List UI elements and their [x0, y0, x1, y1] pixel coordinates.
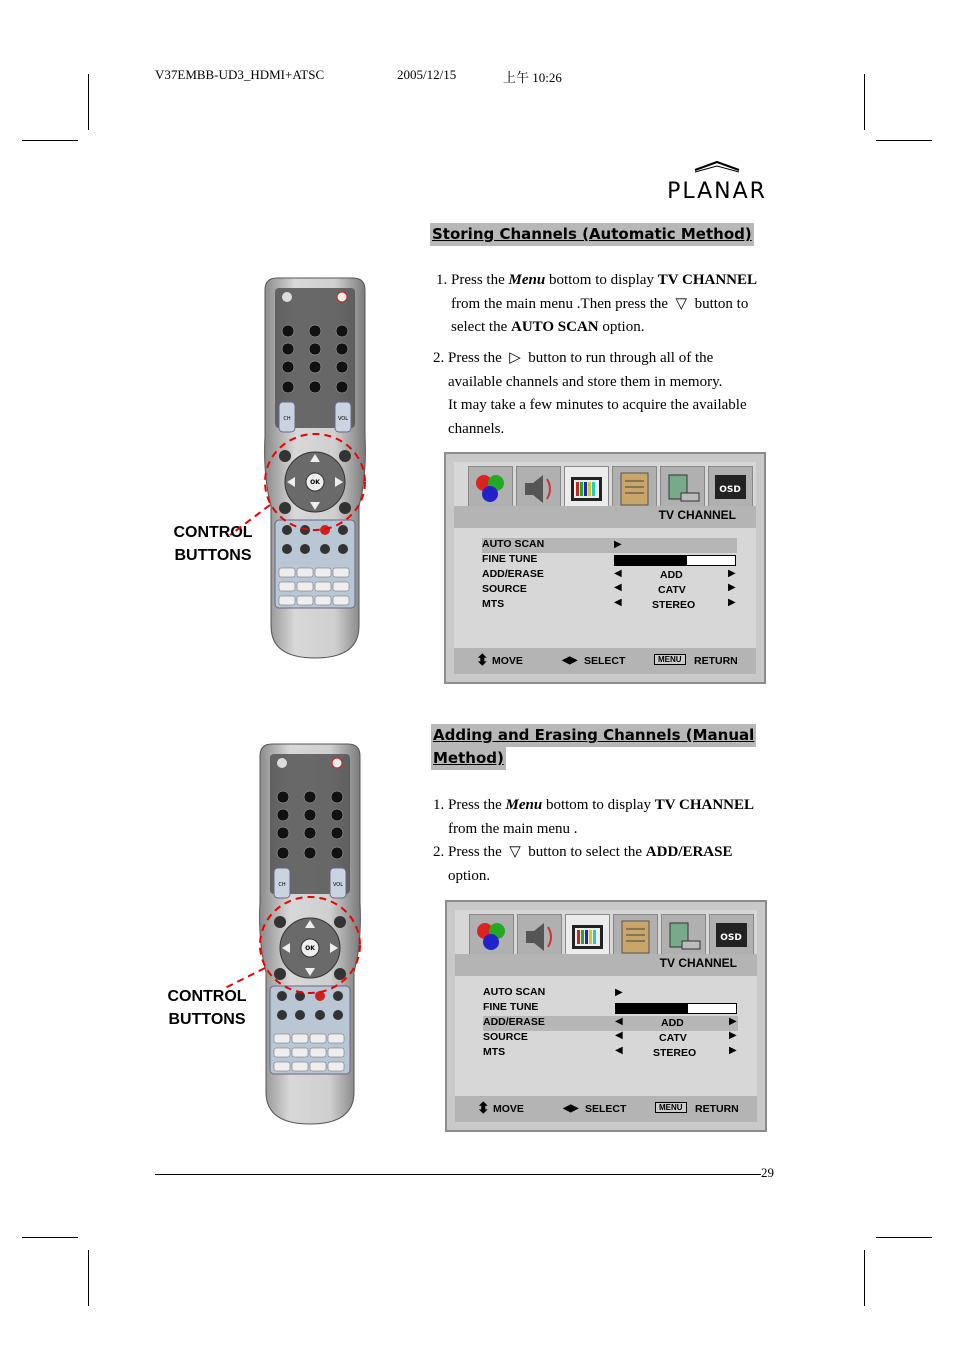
section1-title: Storing Channels (Automatic Method)	[430, 223, 754, 246]
crop-mark	[88, 1250, 89, 1306]
right-arrow-icon: ▶	[728, 597, 736, 608]
right-arrow-icon: ▶	[728, 568, 736, 579]
osd-footer: ⬍ MOVE ◀▶ SELECT MENU RETURN	[454, 648, 756, 674]
osd-item-mts: MTS	[482, 598, 505, 610]
tv-channel-icon	[564, 466, 609, 510]
crop-mark	[876, 1237, 932, 1238]
crop-mark	[864, 74, 865, 130]
left-arrow-icon: ◀	[614, 568, 622, 579]
crop-mark	[864, 1250, 865, 1306]
right-arrow-icon: ▶	[614, 539, 622, 550]
osd-footer: ⬍ MOVE ◀▶ SELECT MENU RETURN	[455, 1096, 757, 1122]
svg-text:OSD: OSD	[719, 485, 741, 495]
osd-menu-auto-scan	[444, 452, 766, 684]
section2-title-line2: Method)	[431, 747, 506, 770]
header-date: 2005/12/15	[397, 67, 457, 82]
source-value: CATV	[658, 584, 686, 596]
add-erase-value: ADD	[660, 569, 683, 581]
right-arrow-icon: ▶	[728, 582, 736, 593]
section2-step1: 1. Press the Menu bottom to display TV CHANNEL from the main menu .	[433, 797, 755, 837]
osd-item-mts: MTS	[483, 1046, 506, 1058]
right-arrow-icon: ▶	[729, 1045, 737, 1056]
page-number: 29	[761, 1165, 774, 1180]
svg-text:VOL: VOL	[337, 416, 349, 422]
osd-item-source: SOURCE	[483, 1031, 528, 1043]
osd-item-auto-scan: AUTO SCAN	[483, 986, 546, 998]
up-down-arrow-icon: ⬍	[476, 652, 489, 669]
mts-value: STEREO	[652, 599, 696, 611]
svg-text:OSD: OSD	[720, 933, 742, 943]
crop-mark	[876, 140, 932, 141]
svg-text:CH: CH	[278, 882, 286, 888]
left-arrow-icon: ◀	[615, 1016, 623, 1027]
header-time: 上午 10:26	[503, 70, 562, 85]
source-value: CATV	[659, 1032, 687, 1044]
left-right-arrow-icon: ◀▶	[562, 655, 578, 666]
control-highlight-circle	[220, 893, 365, 1013]
osd-title-bar	[455, 954, 757, 976]
osd-title-bar	[454, 506, 756, 528]
osd-icon	[708, 466, 753, 510]
right-arrow-icon: ▶	[729, 1030, 737, 1041]
control-buttons-label: CONTROL BUTTONS	[173, 524, 253, 564]
osd-item-source: SOURCE	[482, 583, 527, 595]
add-erase-value: ADD	[661, 1017, 684, 1029]
osd-title: TV CHANNEL	[658, 508, 736, 522]
footer-rule	[155, 1174, 761, 1175]
fine-tune-bar	[614, 555, 736, 566]
crop-mark	[22, 1237, 78, 1238]
crop-mark	[22, 140, 78, 141]
logo-text: PLANAR	[667, 179, 767, 202]
svg-text:OK: OK	[310, 479, 320, 486]
picture-icon	[468, 466, 513, 510]
tv-channel-icon	[565, 914, 610, 958]
section2-step2: 2. Press the ▽ button to select the ADD/ERASE option.	[433, 844, 733, 884]
header-doc-id: V37EMBB-UD3_HDMI+ATSC	[155, 67, 325, 82]
right-arrow-icon: ▶	[729, 1016, 737, 1027]
left-arrow-icon: ◀	[615, 1045, 623, 1056]
section1-step2: 2. Press the ▷ button to run through all of the available channels and store them in memory. It may take a few minutes to acquire the available channels.	[433, 350, 747, 437]
control-buttons-label: CONTROL BUTTONS	[167, 988, 247, 1028]
right-arrow-icon: ▶	[615, 987, 623, 998]
osd-item-auto-scan: AUTO SCAN	[482, 538, 737, 553]
planar-logo	[655, 160, 779, 202]
audio-icon	[516, 466, 561, 510]
osd-item-add-erase: ADD/ERASE	[483, 1016, 738, 1031]
setup-icon	[613, 914, 658, 958]
picture-icon	[469, 914, 514, 958]
pc-icon	[661, 914, 706, 958]
osd-item-fine-tune: FINE TUNE	[483, 1001, 539, 1013]
control-highlight-circle	[225, 430, 370, 550]
svg-text:OK: OK	[305, 945, 315, 952]
up-down-arrow-icon: ⬍	[477, 1100, 490, 1117]
setup-icon	[612, 466, 657, 510]
svg-text:CH: CH	[283, 416, 291, 422]
osd-item-fine-tune: FINE TUNE	[482, 553, 538, 565]
mts-value: STEREO	[653, 1047, 697, 1059]
osd-title: TV CHANNEL	[659, 956, 737, 970]
fine-tune-bar	[615, 1003, 737, 1014]
section1-step1: 1. Press the Menu bottom to display TV CHANNEL from the main menu .Then press the ▽ button to select the AUTO SCAN option.	[436, 272, 758, 335]
osd-icon	[709, 914, 754, 958]
osd-item-add-erase: ADD/ERASE	[482, 568, 544, 580]
crop-mark	[88, 74, 89, 130]
svg-text:VOL: VOL	[332, 882, 344, 888]
left-arrow-icon: ◀	[615, 1030, 623, 1041]
osd-menu-add-erase	[445, 900, 767, 1132]
left-arrow-icon: ◀	[614, 582, 622, 593]
audio-icon	[517, 914, 562, 958]
left-right-arrow-icon: ◀▶	[563, 1103, 579, 1114]
left-arrow-icon: ◀	[614, 597, 622, 608]
menu-key-icon: MENU	[655, 1102, 687, 1113]
section2-title-line1: Adding and Erasing Channels (Manual	[431, 724, 756, 747]
pc-icon	[660, 466, 705, 510]
menu-key-icon: MENU	[654, 654, 686, 665]
